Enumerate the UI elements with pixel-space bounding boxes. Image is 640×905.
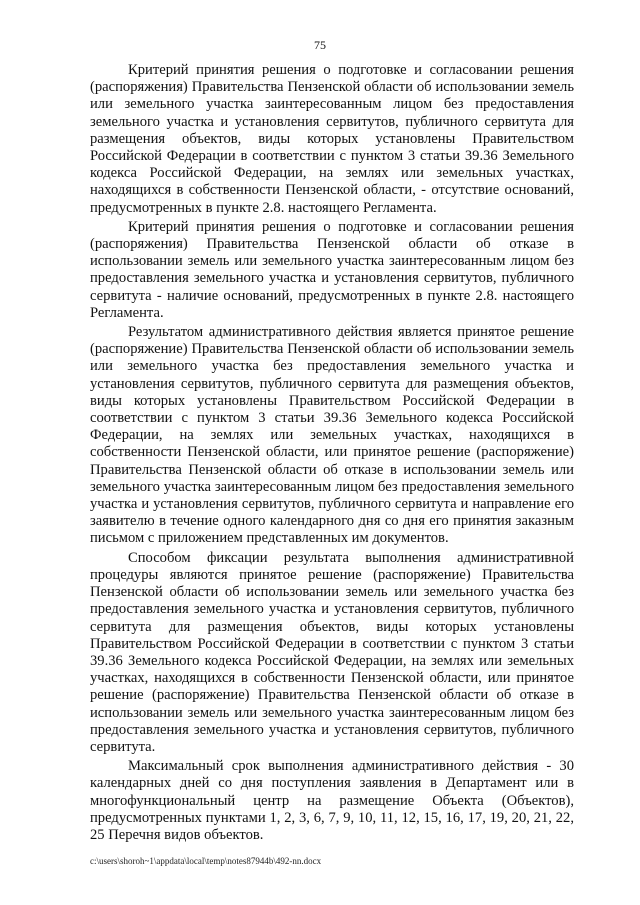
paragraph-fixation-method: Способом фиксации результата выполнения административной процедуры являются принятое решение (распоряжение) Правительства Пензенской области об использовании земель или земельного участка без предоставления земельного участка и установления сервитутов, публичного сервитута для размещения объектов, виды которых установлены Правительством Российской Федерации в соответствии с пунктом 3 статьи 39.36 Земельного кодекса Российской Федерации, на землях или земельных участках, находящихся в собственности Пензенской области, или принятое решение (распоряжение) Правительства Пензенской области об отказе в использовании земель или земельного участка заинтересованным лицом без предоставления земельного участка и установления сервитутов, публичного сервитута.: [90, 549, 574, 755]
paragraph-criterion-use: Критерий принятия решения о подготовке и согласовании решения (распоряжения) Правительства Пензенской области об использовании земель или земельного участка заинтересованным лицом без предоставления земельного участка и установления сервитутов, публичного сервитута для размещения объектов, виды которых установлены Правительством Российской Федерации в соответствии с пунктом 3 статьи 39.36 Земельного кодекса Российской Федерации, на землях или земельных участках, находящихся в собственности Пензенской области, - отсутствие оснований, предусмотренных в пункте 2.8. настоящего Регламента.: [90, 62, 574, 216]
page-number: 75: [314, 38, 326, 52]
document-body: [90, 62, 574, 846]
footer-file-path: c:\users\shoroh~1\appdata\local\temp\notes87944b\492-nn.docx: [90, 856, 322, 866]
paragraph-criterion-refusal: Критерий принятия решения о подготовке и согласовании решения (распоряжения) Правительства Пензенской области об отказе в использовании земель или земельного участка заинтересованным лицом без предоставления земельного участка и установления сервитутов, публичного сервитута - наличие оснований, предусмотренных в пункте 2.8. настоящего Регламента.: [90, 218, 574, 321]
paragraph-result: Результатом административного действия является принятое решение (распоряжение) Правительства Пензенской области об использовании земель или земельного участка без предоставления земельного участка и установления сервитутов, публичного сервитута для размещения объектов, виды которых установлены Правительством Российской Федерации в соответствии с пунктом 3 статьи 39.36 Земельного кодекса Российской Федерации, на землях или земельных участках, находящихся в собственности Пензенской области, или принятое решение (распоряжение) Правительства Пензенской области об отказе в использовании земель или земельного участка заинтересованным лицом без предоставления земельного участка и установления сервитутов, публичного сервитута и направление его заявителю в течение одного календарного дня со дня его принятия заказным письмом с приложением представленных им документов.: [90, 324, 574, 547]
paragraph-max-term: Максимальный срок выполнения административного действия - 30 календарных дней со дня поступления заявления в Департамент или в многофункциональный центр на размещение Объекта (Объектов), предусмотренных пунктами 1, 2, 3, 6, 7, 9, 10, 11, 12, 15, 16, 17, 19, 20, 21, 22, 25 Перечня видов объектов.: [90, 758, 574, 843]
